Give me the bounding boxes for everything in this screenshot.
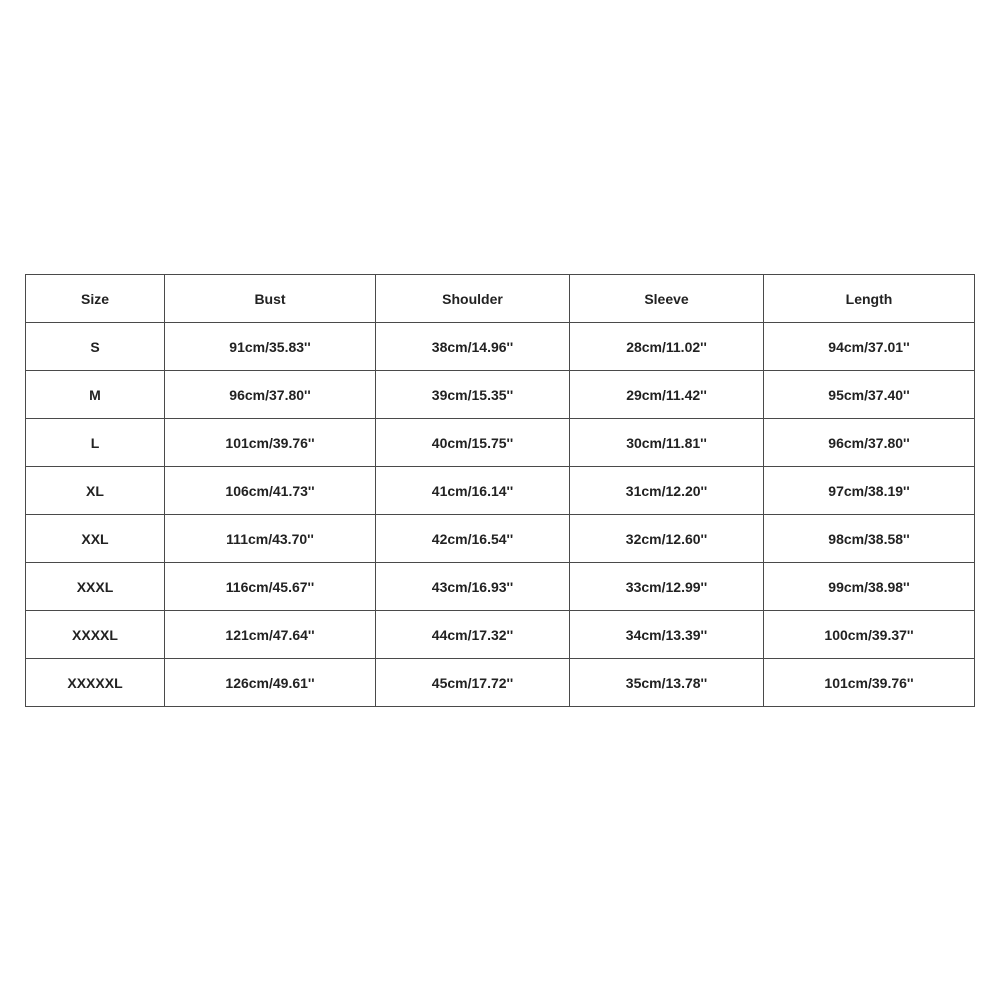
cell-shoulder: 42cm/16.54'' — [376, 515, 570, 563]
cell-shoulder: 38cm/14.96'' — [376, 323, 570, 371]
cell-size: XXXL — [26, 563, 165, 611]
size-chart-header — [26, 275, 975, 323]
cell-bust: 91cm/35.83'' — [165, 323, 376, 371]
cell-size: XXXXXL — [26, 659, 165, 707]
cell-bust: 126cm/49.61'' — [165, 659, 376, 707]
cell-bust: 116cm/45.67'' — [165, 563, 376, 611]
cell-sleeve: 34cm/13.39'' — [570, 611, 764, 659]
cell-sleeve: 30cm/11.81'' — [570, 419, 764, 467]
table-row — [26, 419, 975, 467]
size-chart-body — [26, 323, 975, 707]
size-chart-table — [25, 274, 975, 707]
header-shoulder: Shoulder — [376, 275, 570, 323]
cell-length: 98cm/38.58'' — [764, 515, 975, 563]
cell-shoulder: 39cm/15.35'' — [376, 371, 570, 419]
cell-sleeve: 28cm/11.02'' — [570, 323, 764, 371]
cell-shoulder: 40cm/15.75'' — [376, 419, 570, 467]
table-row — [26, 563, 975, 611]
cell-length: 97cm/38.19'' — [764, 467, 975, 515]
header-sleeve: Sleeve — [570, 275, 764, 323]
cell-size: XXL — [26, 515, 165, 563]
cell-bust: 111cm/43.70'' — [165, 515, 376, 563]
cell-size: XXXXL — [26, 611, 165, 659]
cell-size: M — [26, 371, 165, 419]
cell-length: 94cm/37.01'' — [764, 323, 975, 371]
cell-size: XL — [26, 467, 165, 515]
table-row — [26, 611, 975, 659]
header-bust: Bust — [165, 275, 376, 323]
table-row — [26, 467, 975, 515]
cell-bust: 101cm/39.76'' — [165, 419, 376, 467]
cell-sleeve: 35cm/13.78'' — [570, 659, 764, 707]
cell-size: L — [26, 419, 165, 467]
header-size: Size — [26, 275, 165, 323]
cell-sleeve: 31cm/12.20'' — [570, 467, 764, 515]
cell-sleeve: 33cm/12.99'' — [570, 563, 764, 611]
cell-length: 101cm/39.76'' — [764, 659, 975, 707]
cell-shoulder: 44cm/17.32'' — [376, 611, 570, 659]
cell-bust: 106cm/41.73'' — [165, 467, 376, 515]
cell-length: 95cm/37.40'' — [764, 371, 975, 419]
table-row — [26, 371, 975, 419]
header-length: Length — [764, 275, 975, 323]
cell-size: S — [26, 323, 165, 371]
cell-length: 96cm/37.80'' — [764, 419, 975, 467]
cell-bust: 121cm/47.64'' — [165, 611, 376, 659]
table-row — [26, 659, 975, 707]
cell-bust: 96cm/37.80'' — [165, 371, 376, 419]
cell-length: 100cm/39.37'' — [764, 611, 975, 659]
table-row — [26, 323, 975, 371]
cell-shoulder: 41cm/16.14'' — [376, 467, 570, 515]
cell-sleeve: 29cm/11.42'' — [570, 371, 764, 419]
cell-sleeve: 32cm/12.60'' — [570, 515, 764, 563]
table-row — [26, 515, 975, 563]
cell-shoulder: 43cm/16.93'' — [376, 563, 570, 611]
cell-shoulder: 45cm/17.72'' — [376, 659, 570, 707]
cell-length: 99cm/38.98'' — [764, 563, 975, 611]
header-row — [26, 275, 975, 323]
